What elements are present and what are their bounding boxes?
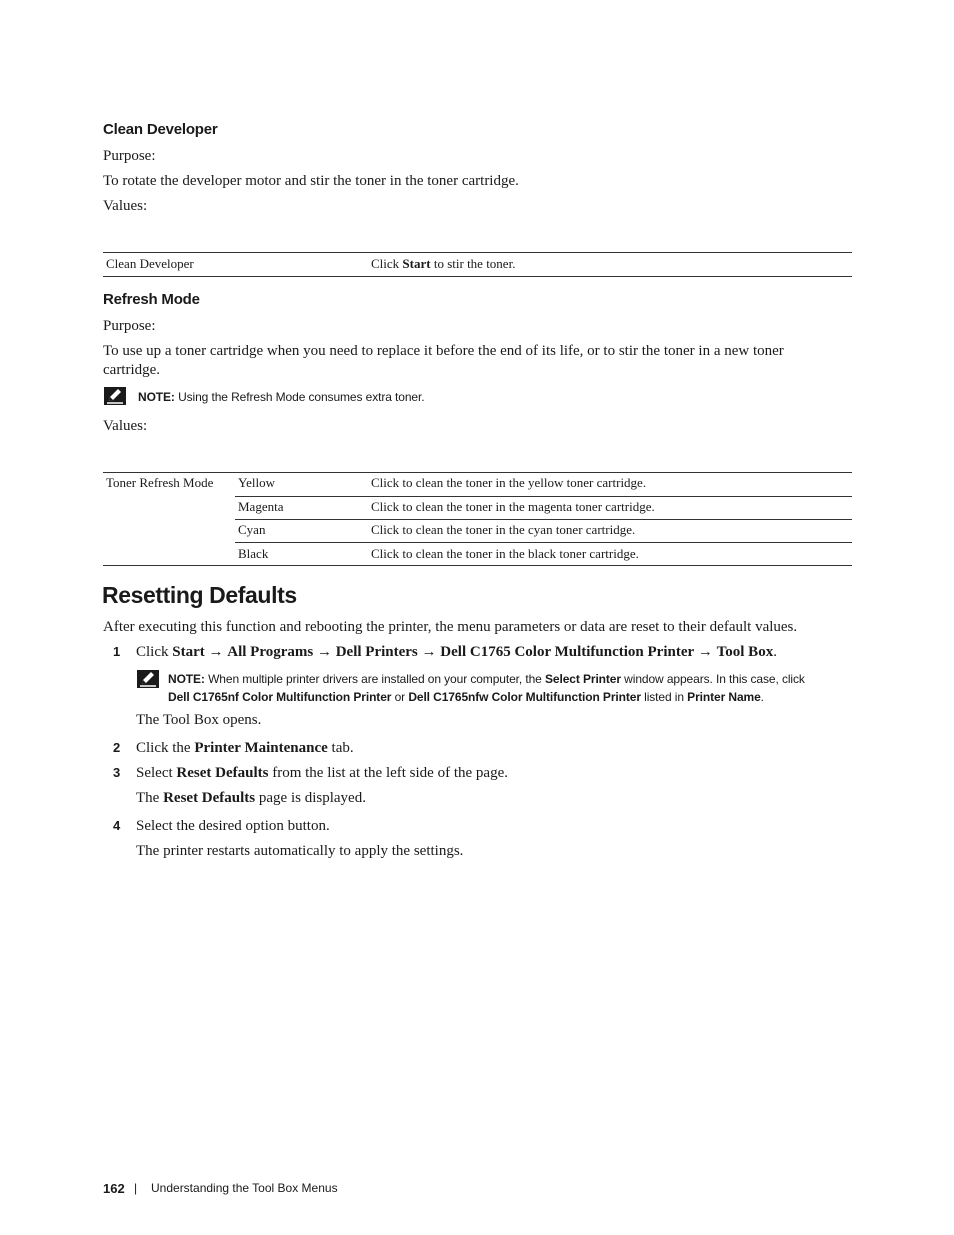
step-1-text: Click Start → All Programs → Dell Printers → Dell C1765 Color Multifunction Printer → Tool Box. bbox=[136, 644, 777, 660]
table-top-rule bbox=[103, 252, 852, 253]
section-heading-resetting-defaults: Resetting Defaults bbox=[102, 582, 297, 608]
table-top-rule bbox=[103, 472, 852, 473]
table-bottom-rule bbox=[103, 565, 852, 566]
values-label: Values: bbox=[103, 418, 148, 434]
purpose-text-line-2: cartridge. bbox=[103, 362, 161, 378]
note-refresh-mode: NOTE: Using the Refresh Mode consumes extra toner. bbox=[138, 390, 425, 404]
section-heading-clean-developer: Clean Developer bbox=[103, 121, 218, 138]
step-3-result: The Reset Defaults page is displayed. bbox=[136, 790, 366, 806]
step-number: 3 bbox=[113, 765, 121, 780]
table-cell-description: Click to clean the toner in the cyan toner cartridge. bbox=[371, 522, 636, 537]
table-cell-option: Cyan bbox=[238, 522, 266, 537]
table-row-rule bbox=[235, 519, 852, 520]
table-cell-description: Click to clean the toner in the yellow toner cartridge. bbox=[371, 475, 647, 490]
section-heading-refresh-mode: Refresh Mode bbox=[103, 291, 200, 308]
step-3-text: Select Reset Defaults from the list at the left side of the page. bbox=[136, 765, 508, 781]
step-4-result: The printer restarts automatically to apply the settings. bbox=[136, 843, 464, 859]
values-label: Values: bbox=[103, 198, 148, 214]
purpose-label: Purpose: bbox=[103, 318, 156, 334]
footer-separator: | bbox=[134, 1181, 138, 1195]
purpose-text: To rotate the developer motor and stir the toner in the toner cartridge. bbox=[103, 173, 519, 189]
page-number: 162 bbox=[103, 1181, 125, 1196]
step-number: 1 bbox=[113, 644, 121, 659]
table-cell-description: Click to clean the toner in the magenta toner cartridge. bbox=[371, 499, 655, 514]
step-4-text: Select the desired option button. bbox=[136, 818, 330, 834]
note-line-2: Dell C1765nf Color Multifunction Printer or Dell C1765nfw Color Multifunction Printer listed in Printer Name. bbox=[168, 690, 764, 704]
table-bottom-rule bbox=[103, 276, 852, 277]
step-1-result: The Tool Box opens. bbox=[136, 712, 262, 728]
footer-title: Understanding the Tool Box Menus bbox=[151, 1181, 338, 1195]
table-cell-group: Toner Refresh Mode bbox=[106, 475, 214, 490]
table-row-rule bbox=[235, 496, 852, 497]
step-2-text: Click the Printer Maintenance tab. bbox=[136, 740, 354, 756]
table-cell-option: Magenta bbox=[238, 499, 284, 514]
table-cell-description: Click to clean the toner in the black toner cartridge. bbox=[371, 546, 639, 561]
note-pencil-icon bbox=[104, 387, 126, 405]
table-cell-option: Yellow bbox=[238, 475, 275, 490]
table-cell-description: Click Start to stir the toner. bbox=[371, 256, 516, 271]
note-line-1: NOTE: When multiple printer drivers are installed on your computer, the Select Printer window appears. In this case, click bbox=[168, 672, 805, 686]
table-cell-option: Black bbox=[238, 546, 269, 561]
table-cell-setting: Clean Developer bbox=[106, 256, 194, 271]
purpose-text-line-1: To use up a toner cartridge when you need to replace it before the end of its life, or to stir the toner in a new toner bbox=[103, 343, 784, 359]
purpose-label: Purpose: bbox=[103, 148, 156, 164]
note-pencil-icon bbox=[137, 670, 159, 688]
step-number: 2 bbox=[113, 740, 121, 755]
step-number: 4 bbox=[113, 818, 121, 833]
intro-paragraph: After executing this function and rebooting the printer, the menu parameters or data are reset to their default values. bbox=[103, 619, 798, 635]
table-row-rule bbox=[235, 542, 852, 543]
